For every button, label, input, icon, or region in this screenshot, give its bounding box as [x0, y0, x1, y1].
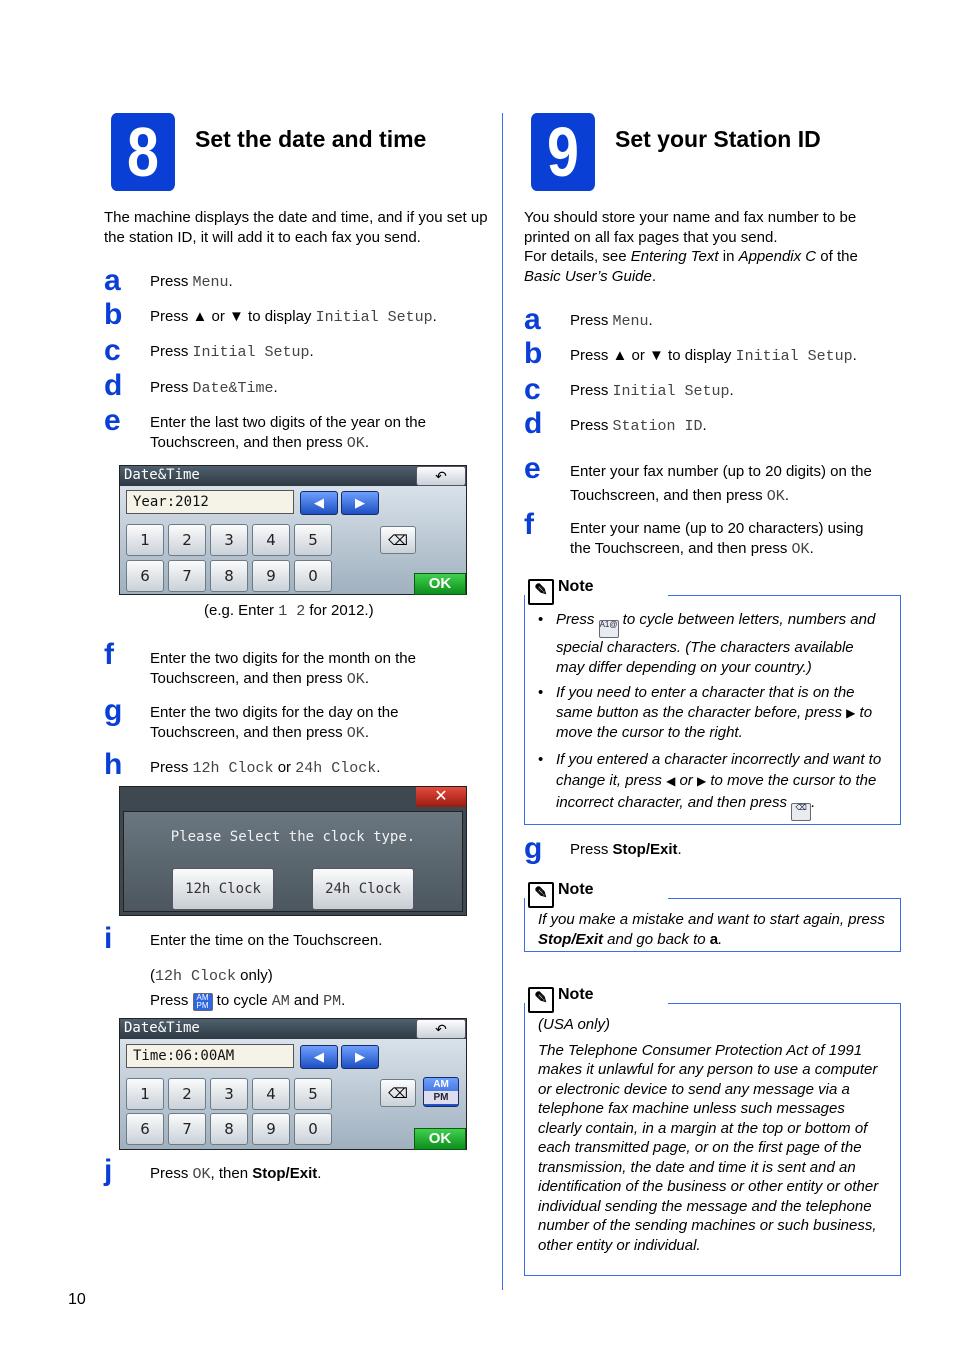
- step-letter: d: [104, 369, 123, 402]
- step-8i-text: Enter the time on the Touchscreen.: [150, 932, 383, 949]
- ampm-icon: AM PM: [193, 993, 213, 1011]
- step-letter: j: [104, 1154, 113, 1187]
- step-8g-text: Enter the two digits for the day on the Touchscreen, and then press OK.: [150, 704, 399, 742]
- step-9a-text: Press Menu.: [570, 312, 653, 330]
- backspace-icon: ⌫: [791, 803, 811, 821]
- ok-button[interactable]: OK: [414, 573, 466, 595]
- lcd-title: Date&Time: [124, 1020, 200, 1036]
- page-number: 10: [68, 1291, 86, 1308]
- step-9f-text: Enter your name (up to 20 characters) using the Touchscreen, and then press OK.: [570, 520, 864, 558]
- ampm-button[interactable]: AM PM: [423, 1077, 459, 1107]
- step-9d-text: Press Station ID.: [570, 417, 707, 435]
- key-0[interactable]: 0: [294, 1113, 332, 1145]
- note-1-body: [536, 610, 886, 827]
- lcd-date-year-screen: [119, 465, 467, 595]
- step-8a-text: Press Menu.: [150, 273, 233, 291]
- step-letter: b: [104, 298, 123, 331]
- time-field[interactable]: Time:06:00AM: [126, 1044, 294, 1068]
- key-3[interactable]: 3: [210, 524, 248, 556]
- key-8[interactable]: 8: [210, 560, 248, 592]
- step-8b-text: Press ▲ or ▼ to display Initial Setup.: [150, 308, 437, 326]
- key-2[interactable]: 2: [168, 1078, 206, 1110]
- key-9[interactable]: 9: [252, 1113, 290, 1145]
- step-letter: e: [524, 452, 541, 485]
- backspace-button[interactable]: ⌫: [380, 1079, 416, 1107]
- step-8c-text: Press Initial Setup.: [150, 343, 314, 361]
- lcd-title: Date&Time: [124, 467, 200, 483]
- key-4[interactable]: 4: [252, 524, 290, 556]
- step-letter: d: [524, 407, 543, 440]
- step-letter: a: [524, 303, 541, 336]
- right-arrow-button[interactable]: ▶: [341, 1045, 379, 1069]
- step-9-intro: You should store your name and fax number to be printed on all fax pages that you send. For details, see Entering Text in Appendix C of the Basic User’s Guide.: [524, 209, 858, 285]
- key-3[interactable]: 3: [210, 1078, 248, 1110]
- step-9-title: Set your Station ID: [615, 126, 821, 152]
- pencil-icon: ✎: [528, 579, 554, 605]
- step-8j-text: Press OK, then Stop/Exit.: [150, 1165, 322, 1183]
- note-bullet: • Press A1@ to cycle between letters, numbers and special characters. (The characters available may differ depending on your country.): [536, 610, 886, 677]
- step-letter: e: [104, 404, 121, 437]
- pencil-icon: ✎: [528, 882, 554, 908]
- clock-message: Please Select the clock type.: [170, 829, 416, 845]
- key-4[interactable]: 4: [252, 1078, 290, 1110]
- note-heading: ✎ Note: [528, 986, 594, 1013]
- step-letter: h: [104, 748, 123, 781]
- key-5[interactable]: 5: [294, 1078, 332, 1110]
- step-8-intro: The machine displays the date and time, and if you set up the station ID, it will add it to each fax you send.: [104, 209, 488, 246]
- key-6[interactable]: 6: [126, 1113, 164, 1145]
- key-5[interactable]: 5: [294, 524, 332, 556]
- step-8i-press: Press AM PM to cycle AM and PM.: [150, 992, 346, 1010]
- left-arrow-button[interactable]: ◀: [300, 1045, 338, 1069]
- key-9[interactable]: 9: [252, 560, 290, 592]
- note-heading: ✎ Note: [528, 578, 594, 605]
- key-0[interactable]: 0: [294, 560, 332, 592]
- note-bullet: • If you need to enter a character that is on the same button as the character before, press ▶ to move the cursor to the right.: [536, 683, 886, 743]
- column-divider: [502, 113, 503, 1290]
- step-letter: f: [524, 508, 534, 541]
- back-button[interactable]: ↶: [416, 1019, 466, 1039]
- step-8f-text: Enter the two digits for the month on the Touchscreen, and then press OK.: [150, 650, 416, 688]
- lcd-clock-type-screen: [119, 786, 467, 916]
- step-letter: g: [524, 832, 543, 865]
- step-9e-text: Enter your fax number (up to 20 digits) on the Touchscreen, and then press OK.: [570, 463, 872, 505]
- a1-at-icon: A1@: [599, 620, 619, 638]
- step-letter: b: [524, 337, 543, 370]
- key-6[interactable]: 6: [126, 560, 164, 592]
- clock-24h-button[interactable]: 24h Clock: [312, 868, 414, 910]
- step-9-badge: 9: [531, 113, 595, 191]
- left-arrow-button[interactable]: ◀: [300, 491, 338, 515]
- key-1[interactable]: 1: [126, 1078, 164, 1110]
- step-8h-text: Press 12h Clock or 24h Clock.: [150, 759, 381, 777]
- step-9g-text: Press Stop/Exit.: [570, 841, 682, 858]
- step-letter: g: [104, 694, 123, 727]
- step-9b-text: Press ▲ or ▼ to display Initial Setup.: [570, 347, 857, 365]
- step-8-badge: 8: [111, 113, 175, 191]
- right-arrow-button[interactable]: ▶: [341, 491, 379, 515]
- step-letter: f: [104, 638, 114, 671]
- clock-12h-button[interactable]: 12h Clock: [172, 868, 274, 910]
- step-9c-text: Press Initial Setup.: [570, 382, 734, 400]
- backspace-button[interactable]: ⌫: [380, 526, 416, 554]
- step-letter: c: [104, 334, 121, 367]
- key-7[interactable]: 7: [168, 560, 206, 592]
- step-letter: c: [524, 373, 541, 406]
- step-8e-text: Enter the last two digits of the year on the Touchscreen, and then press OK.: [150, 414, 426, 452]
- note-heading: ✎ Note: [528, 881, 594, 908]
- key-7[interactable]: 7: [168, 1113, 206, 1145]
- key-8[interactable]: 8: [210, 1113, 248, 1145]
- year-caption: (e.g. Enter 1 2 for 2012.): [204, 602, 374, 620]
- key-2[interactable]: 2: [168, 524, 206, 556]
- key-1[interactable]: 1: [126, 524, 164, 556]
- note-3-body: (USA only) The Telephone Consumer Protection Act of 1991 makes it unlawful for any person to use a computer or electronic device to send any message via a telephone fax machine unless such messages clearly contain, in a margin at the top or bottom of each transmitted page, or on the first page of the transmission, the date and time it is sent and an identification of the business or other entity or other individual sending the message and the telephone number of the sending machines or such business, other entity or individual.: [538, 1016, 879, 1254]
- step-letter: a: [104, 264, 121, 297]
- pencil-icon: ✎: [528, 987, 554, 1013]
- close-button[interactable]: ✕: [416, 787, 466, 807]
- note-2-body: If you make a mistake and want to start again, press Stop/Exit and go back to a.: [538, 911, 885, 948]
- step-8d-text: Press Date&Time.: [150, 379, 278, 397]
- step-8i-note: (12h Clock only): [150, 967, 273, 985]
- note-bullet: • If you entered a character incorrectly and want to change it, press ◀ or ▶ to move the cursor to the incorrect character, and then press ⌫ .: [536, 749, 886, 821]
- year-field[interactable]: Year:2012: [126, 490, 294, 514]
- ok-button[interactable]: OK: [414, 1128, 466, 1150]
- back-button[interactable]: ↶: [416, 466, 466, 486]
- step-letter: i: [104, 922, 113, 955]
- lcd-date-time-screen: [119, 1018, 467, 1150]
- step-8-title: Set the date and time: [195, 126, 427, 152]
